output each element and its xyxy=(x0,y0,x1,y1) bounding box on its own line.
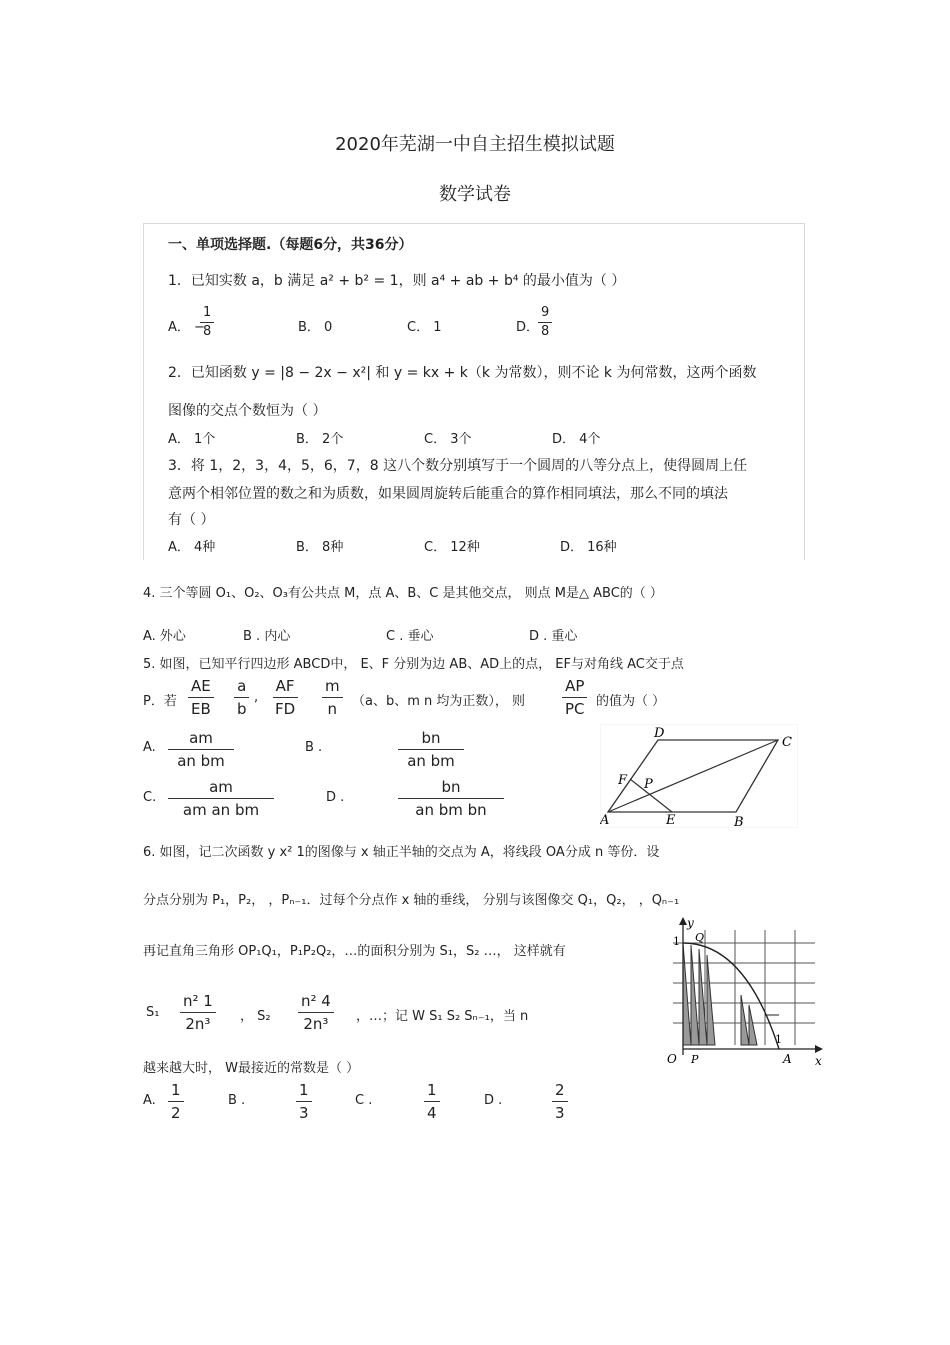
q5-option-d: D . xyxy=(326,790,345,805)
q3-option-a: A． 4种 xyxy=(168,540,216,555)
q5-option-a-fraction: $\frac{am}{\text{an bm}}$ xyxy=(168,727,234,772)
q6-w-text: ，…；记 W S₁ S₂ Sₙ₋₁，当 n xyxy=(356,1009,529,1024)
q6-option-a-fraction: $\frac{1}{2}$ xyxy=(168,1079,184,1124)
section1-header: 一、单项选择题.（每题6分，共36分） xyxy=(168,237,413,253)
q2-option-c: C． 3个 xyxy=(424,432,472,447)
q3-option-c: C． 12种 xyxy=(424,540,480,555)
q4-text: 4. 三个等圆 O₁、O₂、O₃有公共点 M，点 A、B、C 是其他交点， 则点 M是△ ABC的（ ） xyxy=(143,586,663,601)
q2-option-a: A． 1个 xyxy=(168,432,216,447)
q1-option-b: B． 0 xyxy=(298,320,333,335)
q3-option-b: B． 8种 xyxy=(296,540,344,555)
q2-option-d: D． 4个 xyxy=(552,432,601,447)
axis-y-label: y xyxy=(687,916,694,930)
q1-option-a: A． − xyxy=(168,320,205,335)
q6-s2-label: ， S₂ xyxy=(240,1009,271,1024)
q4-option-d: D . 重心 xyxy=(529,629,578,644)
q4-option-c: C . 垂心 xyxy=(386,629,434,644)
q6-parabola-figure xyxy=(655,915,830,1067)
q2-option-b: B． 2个 xyxy=(296,432,344,447)
q5-option-c-fraction: $\frac{am}{\text{am an bm}}$ xyxy=(168,776,274,821)
q5-tail: 的值为（ ） xyxy=(596,694,666,709)
label-B: B xyxy=(734,815,744,828)
q6-line3: 再记直角三角形 OP₁Q₁，P₁P₂Q₂，…的面积分别为 S₁，S₂ …， 这样就有 xyxy=(143,944,566,959)
q6-option-b: B . xyxy=(228,1093,246,1108)
q2-line2: 图像的交点个数恒为（ ） xyxy=(168,403,327,419)
q5-line1: 5. 如图，已知平行四边形 ABCD中， E、F 分别为边 AB、AD上的点， EF与对角线 AC交于点 xyxy=(143,657,684,672)
q5-fraction-ae-eb: $\frac{AE}{EB}$ xyxy=(188,675,214,720)
q6-line5: 越来越大时， W最接近的常数是（ ） xyxy=(143,1061,360,1076)
q1-option-d: D． xyxy=(516,320,540,335)
x-intercept-label: 1 xyxy=(775,1033,782,1046)
q1-option-c: C． 1 xyxy=(407,320,442,335)
q5-fraction-m-n: $\frac{m}{n}$ xyxy=(322,675,343,720)
q6-line2: 分点分别为 P₁，P₂， ，Pₙ₋₁．过每个分点作 x 轴的垂线， 分别与该图像交 Q₁，Q₂， ，Qₙ₋₁ xyxy=(143,893,680,908)
q3-line1: 3．将 1，2，3，4，5，6，7，8 这八个数分别填写于一个圆周的八等分点上，使得圆周上任 xyxy=(168,458,748,474)
page-subtitle: 数学试卷 xyxy=(439,184,511,205)
p-label: P xyxy=(691,1053,699,1066)
label-P: P xyxy=(644,777,653,792)
q6-option-b-fraction: $\frac{1}{3}$ xyxy=(296,1079,312,1124)
q5-comma: , xyxy=(254,690,259,705)
q5-option-c: C. xyxy=(143,790,157,805)
y-intercept-label: 1 xyxy=(673,935,680,948)
q6-line1: 6. 如图，记二次函数 y x² 1的图像与 x 轴正半轴的交点为 A，将线段 OA分成 n 等份．设 xyxy=(143,845,660,860)
point-a-label: A xyxy=(783,1052,792,1066)
q6-option-d-fraction: $\frac{2}{3}$ xyxy=(552,1079,568,1124)
q5-fraction-ap-pc: $\frac{AP}{PC}$ xyxy=(562,675,588,720)
q5-option-a: A. xyxy=(143,740,156,755)
origin-label: O xyxy=(667,1052,677,1066)
q6-option-a: A. xyxy=(143,1093,156,1108)
q2-line1: 2．已知函数 y = |8 − 2x − x²| 和 y = kx + k（k 为常数），则不论 k 为何常数，这两个函数 xyxy=(168,365,757,381)
q5-option-b: B . xyxy=(305,740,323,755)
q5-fraction-a-b: $\frac{a}{b}$ xyxy=(234,675,250,720)
q4-option-b: B . 内心 xyxy=(243,629,291,644)
q3-line3: 有（ ） xyxy=(168,512,215,528)
q6-s1-fraction: $\frac{\text{n² 1}}{\text{2n³}}$ xyxy=(180,990,216,1035)
q6-option-d: D . xyxy=(484,1093,503,1108)
page-title: 2020年芜湖一中自主招生模拟试题 xyxy=(335,134,615,155)
q5-mid-text: （a、b、m n 均为正数）， 则 xyxy=(352,694,526,709)
q1-text: 1．已知实数 a，b 满足 a² + b² = 1，则 a⁴ + ab + b⁴ 的最小值为（ ） xyxy=(168,273,626,289)
label-C: C xyxy=(782,735,792,750)
q3-line2: 意两个相邻位置的数之和为质数，如果圆周旋转后能重合的算作相同填法，那么不同的填法 xyxy=(168,486,728,502)
q5-if: P．若 xyxy=(143,694,177,709)
q6-s2-fraction: $\frac{\text{n² 4}}{\text{2n³}}$ xyxy=(298,990,334,1035)
q5-parallelogram-figure xyxy=(600,724,798,828)
q5-option-d-fraction: $\frac{bn}{\text{an bm bn}}$ xyxy=(398,776,504,821)
q-label: Q xyxy=(695,931,705,944)
label-F: F xyxy=(618,773,628,788)
label-E: E xyxy=(666,813,676,828)
q6-option-c-fraction: $\frac{1}{4}$ xyxy=(424,1079,440,1124)
q4-option-a: A. 外心 xyxy=(143,629,186,644)
q5-fraction-af-fd: $\frac{AF}{FD}$ xyxy=(272,675,298,720)
label-A: A xyxy=(600,813,610,828)
q1-option-d-fraction: $\frac{9}{8}$ xyxy=(538,304,552,341)
axis-x-label: x xyxy=(815,1054,822,1067)
q6-s1-label: S₁ xyxy=(146,1005,160,1020)
q1-option-a-fraction: $\frac{1}{8}$ xyxy=(200,304,214,341)
label-D: D xyxy=(654,726,665,741)
q3-option-d: D． 16种 xyxy=(560,540,617,555)
q6-option-c: C . xyxy=(355,1093,373,1108)
q5-option-b-fraction: $\frac{bn}{\text{an bm}}$ xyxy=(398,727,464,772)
